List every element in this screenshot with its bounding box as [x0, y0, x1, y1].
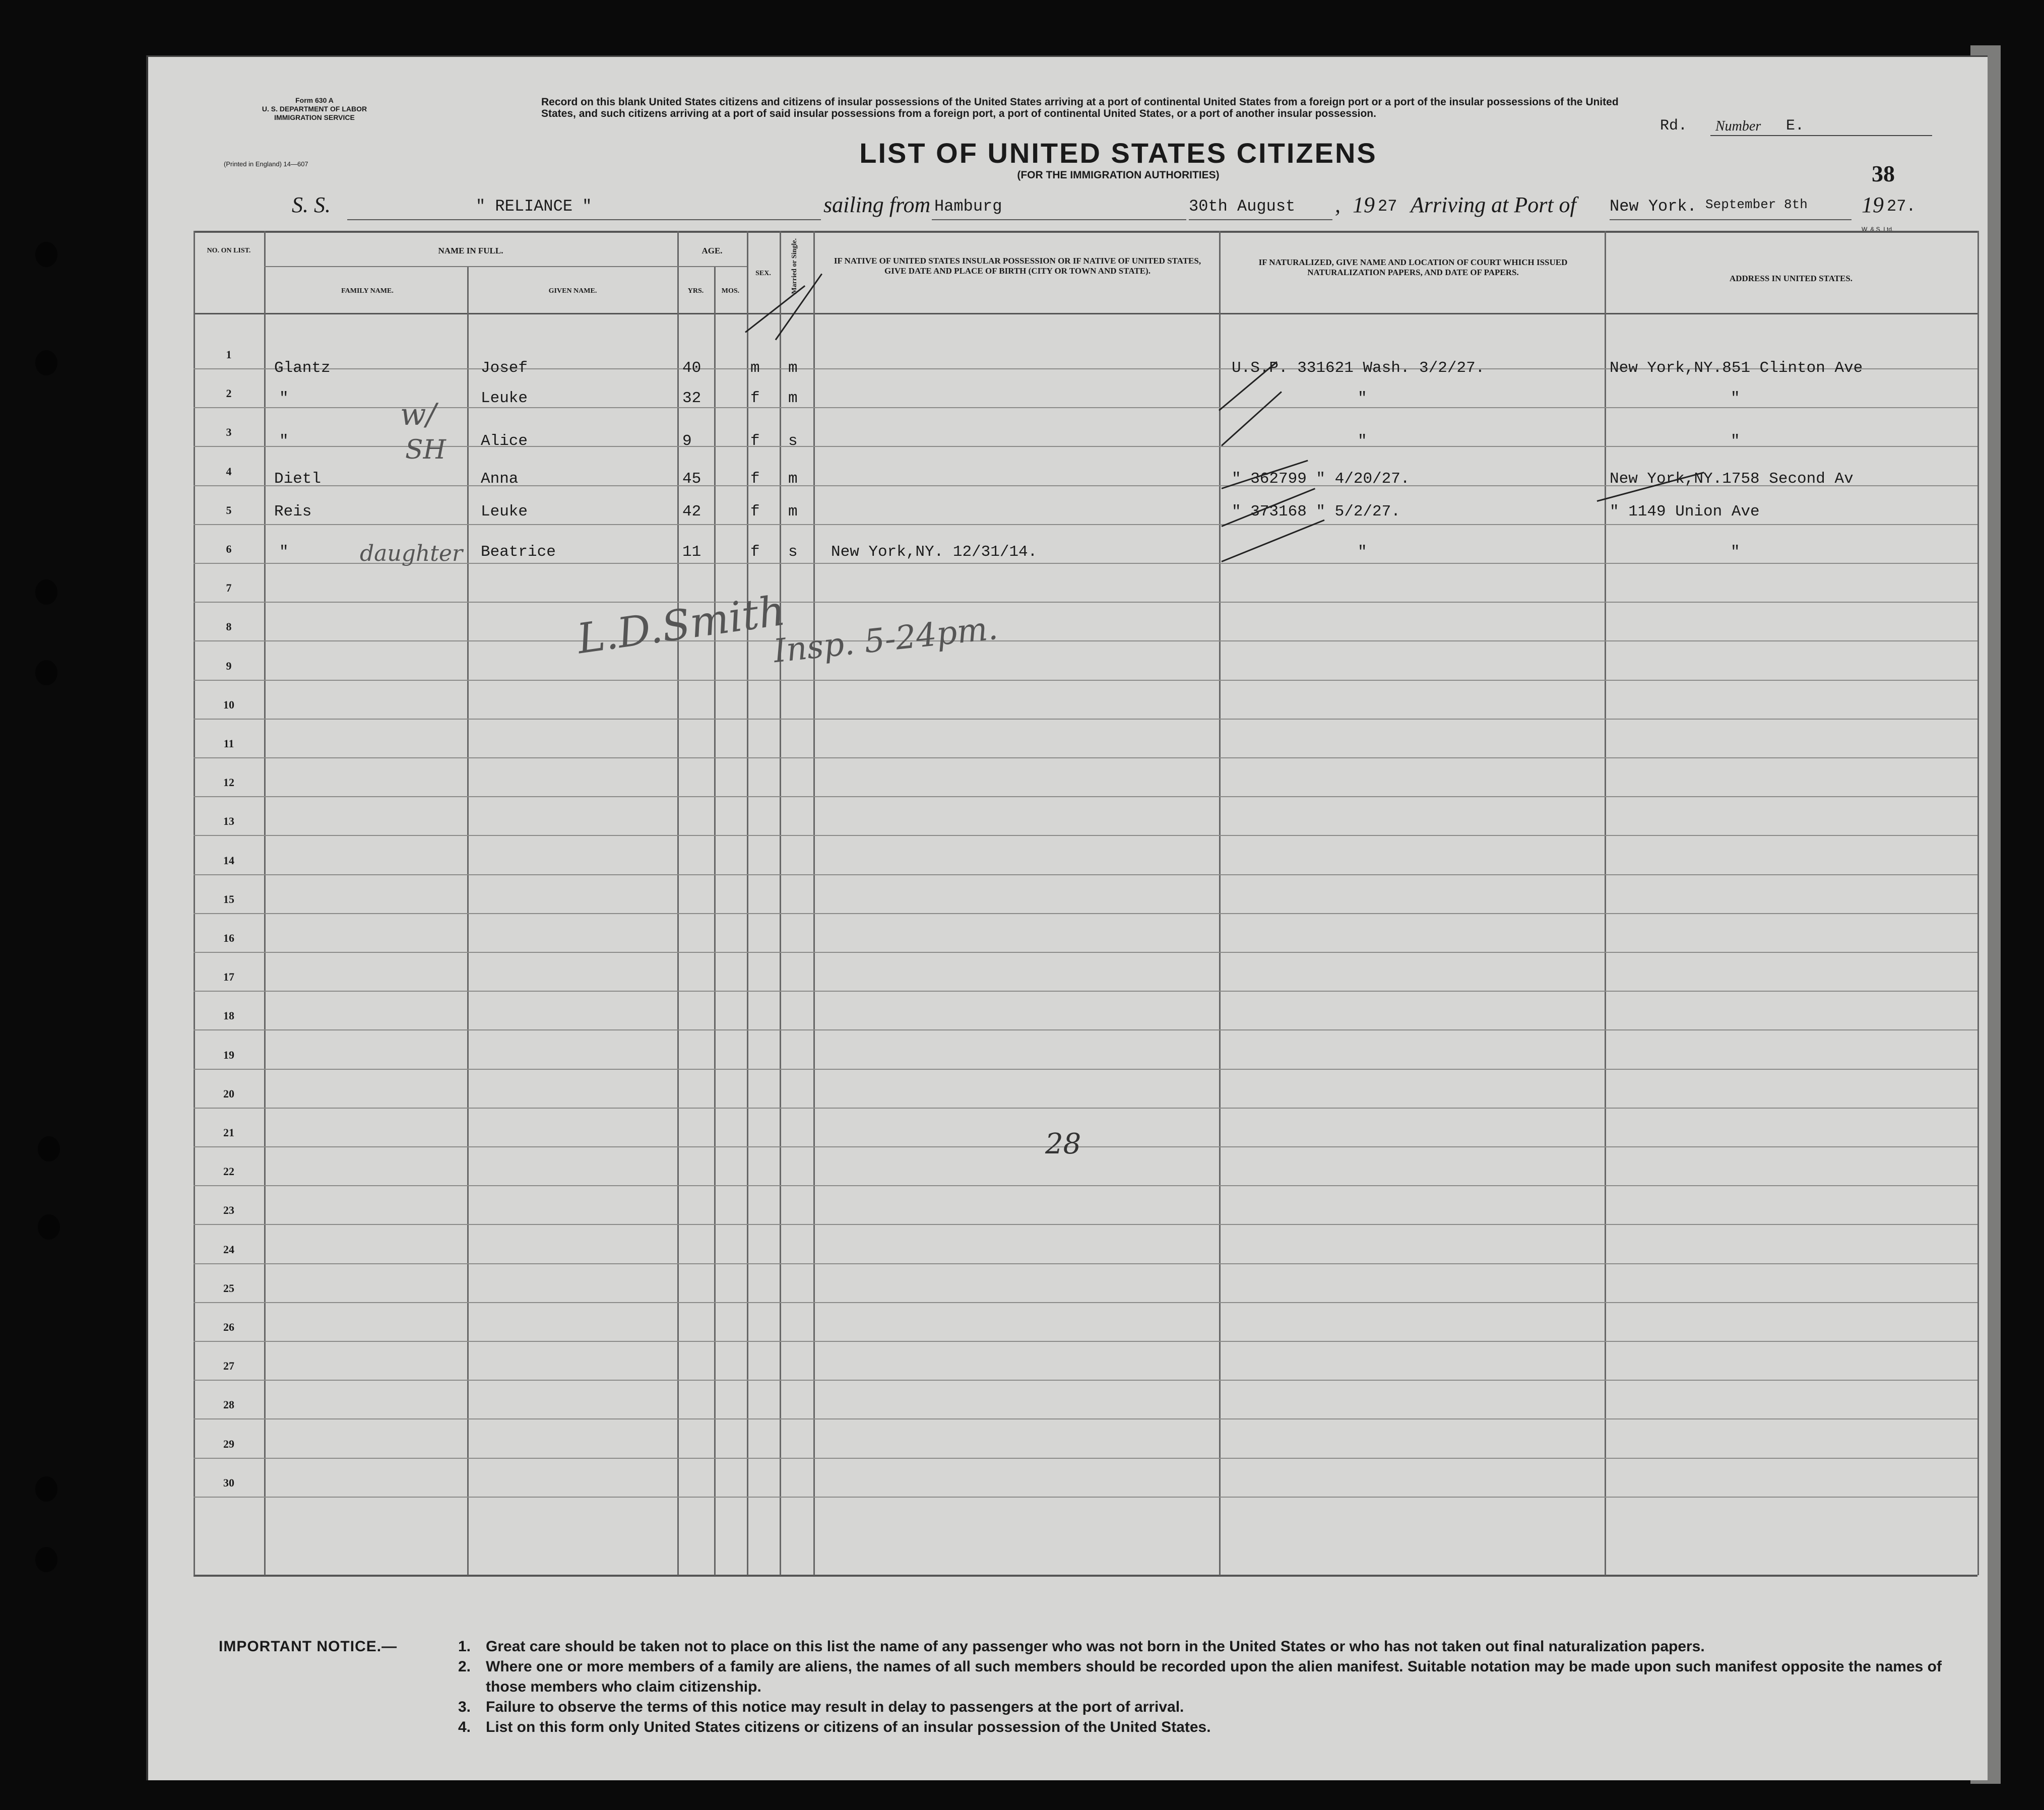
entry-sex: f	[750, 543, 760, 561]
header-yrs: YRS.	[687, 287, 704, 295]
row-rule	[194, 640, 1977, 641]
entry-sex: f	[750, 503, 760, 521]
column-divider	[1605, 231, 1606, 1575]
entry-naturalization: "	[1358, 432, 1367, 450]
arrival-underline	[1610, 219, 1851, 220]
notice-item-number: 4.	[458, 1719, 471, 1735]
handwritten-sh: SH	[405, 435, 446, 465]
entry-address: "	[1731, 543, 1740, 561]
printer-mark: W. & S. Ltd.	[1862, 226, 1894, 233]
row-number: 21	[223, 1126, 234, 1139]
arrival-date: September 8th	[1705, 197, 1808, 212]
entry-age-years: 40	[682, 359, 701, 377]
column-divider	[780, 231, 781, 1575]
row-number: 11	[223, 737, 234, 750]
row-number: 25	[223, 1281, 234, 1295]
row-rule	[194, 602, 1977, 603]
row-number: 9	[226, 659, 232, 672]
binder-hole	[35, 579, 57, 605]
row-number: 16	[223, 932, 234, 944]
date-underline	[1189, 219, 1332, 220]
ship-name: " RELIANCE "	[476, 197, 592, 216]
header-rule	[194, 313, 1977, 314]
notice-item	[458, 1657, 1945, 1697]
row-number: 27	[223, 1360, 234, 1373]
entry-family-name: Reis	[274, 503, 312, 521]
handwritten-wh: w/	[400, 397, 436, 432]
row-number: 4	[226, 465, 232, 478]
binder-hole	[38, 1214, 60, 1240]
row-rule	[194, 524, 1977, 525]
notice-item-number: 3.	[458, 1699, 471, 1715]
row-rule	[194, 1341, 1977, 1342]
entry-naturalization: "	[1358, 543, 1367, 561]
entry-marital-status: s	[788, 543, 798, 561]
entry-address: New York,NY.1758 Second Av	[1610, 470, 1854, 488]
entry-age-years: 11	[682, 543, 701, 561]
row-rule	[194, 1263, 1977, 1264]
entry-family-name: "	[279, 432, 289, 450]
entry-given-name: Anna	[481, 470, 519, 488]
row-rule	[194, 1418, 1977, 1419]
page-stamp: 28	[1045, 1128, 1081, 1160]
number-value: E.	[1786, 117, 1805, 135]
departure-date: 30th August	[1189, 197, 1296, 216]
entry-address: "	[1731, 390, 1740, 407]
entry-naturalization: U.S.P. 331621 Wash. 3/2/27.	[1232, 359, 1485, 377]
year-sailed: 27	[1378, 197, 1397, 216]
column-divider	[714, 266, 716, 1575]
page-subtitle: (FOR THE IMMIGRATION AUTHORITIES)	[1017, 169, 1220, 181]
row-rule	[194, 1069, 1977, 1070]
binder-hole	[35, 1476, 57, 1502]
page-title: LIST OF UNITED STATES CITIZENS	[859, 137, 1377, 169]
printed-note: (Printed in England) 14—607	[224, 160, 308, 168]
header-sex: SEX.	[755, 270, 771, 277]
page-number: 38	[1872, 161, 1895, 186]
row-rule	[194, 1458, 1977, 1459]
entry-family-name: Dietl	[274, 470, 322, 488]
entry-sex: f	[750, 390, 760, 407]
row-rule	[194, 757, 1977, 758]
row-rule	[194, 407, 1977, 408]
row-rule	[194, 1302, 1977, 1303]
entry-given-name: Leuke	[481, 503, 528, 521]
departure-underline	[932, 219, 1186, 220]
entry-sex: f	[750, 470, 760, 488]
notice-item	[458, 1637, 1945, 1657]
binder-hole	[38, 1136, 60, 1161]
number-label: Number	[1715, 118, 1761, 134]
row-rule	[194, 719, 1977, 720]
notice-item-text: Where one or more members of a family are aliens, the names of all such members should be recorded upon the alien manifest. Suitable notation may be made upon such manifest opposite the names of those members who claim citizenship.	[486, 1658, 1942, 1695]
manifest-sheet	[146, 55, 1988, 1780]
row-number: 10	[223, 698, 234, 711]
entry-given-name: Leuke	[481, 390, 528, 407]
row-number: 3	[226, 426, 232, 439]
row-rule	[194, 1029, 1977, 1030]
number-underline	[1710, 135, 1932, 136]
notice-item-number: 1.	[458, 1638, 471, 1655]
entry-family-name: Glantz	[274, 359, 331, 377]
notice-item-number: 2.	[458, 1658, 471, 1675]
notice-items	[458, 1637, 1945, 1737]
header-naturalized: IF NATURALIZED, GIVE NAME AND LOCATION OF COURT WHICH ISSUED NATURALIZATION PAPERS, AND DATE OF PAPERS.	[1258, 257, 1568, 277]
row-number: 6	[226, 543, 232, 555]
entry-marital-status: s	[788, 432, 798, 450]
row-rule	[194, 796, 1977, 797]
arrival-port: New York.	[1610, 197, 1697, 216]
table-top-rule	[194, 231, 1977, 233]
row-number: 30	[223, 1476, 234, 1489]
entry-address: "	[1731, 432, 1740, 450]
departure-port: Hamburg	[934, 197, 1002, 216]
check-mark	[1221, 520, 1324, 562]
notice-item-text: Failure to observe the terms of this notice may result in delay to passengers at the port of arrival.	[486, 1699, 1184, 1715]
header-given-name: GIVEN NAME.	[548, 287, 597, 295]
header-married-single: Married or Single.	[791, 238, 798, 294]
binder-hole	[35, 1547, 57, 1572]
rd-label: Rd.	[1660, 117, 1688, 135]
entry-given-name: Beatrice	[481, 543, 556, 561]
inspection-note: Insp. 5-24pm.	[772, 609, 1000, 671]
column-divider	[813, 231, 815, 1575]
entry-address: " 1149 Union Ave	[1610, 503, 1760, 521]
ss-label: S. S.	[292, 192, 331, 217]
table-bottom-rule	[194, 1575, 1977, 1577]
row-number: 14	[223, 854, 234, 867]
entry-marital-status: m	[788, 503, 798, 521]
row-rule	[194, 991, 1977, 992]
binder-hole	[35, 242, 57, 267]
row-number: 17	[223, 971, 234, 984]
entry-given-name: Alice	[481, 432, 528, 450]
notice-label: IMPORTANT NOTICE.—	[219, 1638, 398, 1655]
column-divider	[467, 266, 469, 1575]
header-family-name: FAMILY NAME.	[341, 287, 394, 295]
entry-given-name: Josef	[481, 359, 528, 377]
handwritten-daughter: daughter	[360, 541, 463, 566]
entry-naturalization: "	[1358, 390, 1367, 407]
year-arrived: 27.	[1887, 197, 1916, 216]
row-rule	[194, 1108, 1977, 1109]
row-rule	[194, 446, 1977, 447]
entry-family-name: "	[279, 543, 289, 561]
binder-hole	[35, 350, 57, 375]
notice-item	[458, 1717, 1945, 1737]
record-instructions: Record on this blank United States citizens and citizens of insular possessions of the United States arriving at a port of continental United States from a foreign port or a port of the insular possessions of the United States, and such citizens arriving at a port of said insular possessions from a foreign port, a port of continental United States, or a port of another insular possession.	[541, 96, 1619, 119]
column-divider	[264, 231, 266, 1575]
year-prefix-2: 19	[1862, 192, 1884, 217]
row-number: 24	[223, 1243, 234, 1256]
form-identifier: Form 630 A U. S. DEPARTMENT OF LABOR IMMIGRATION SERVICE	[262, 96, 367, 121]
column-divider	[677, 231, 679, 1575]
row-number: 1	[226, 348, 232, 361]
year-prefix: 19	[1353, 192, 1375, 217]
entry-age-years: 32	[682, 390, 701, 407]
row-rule	[194, 1146, 1977, 1147]
header-address: ADDRESS IN UNITED STATES.	[1729, 274, 1853, 283]
row-number: 20	[223, 1087, 234, 1100]
header-age: AGE.	[701, 246, 723, 255]
column-divider	[747, 231, 748, 1575]
header-native-birth: IF NATIVE OF UNITED STATES INSULAR POSSESSION OR IF NATIVE OF UNITED STATES, GIVE DATE AND PLACE OF BIRTH (CITY OR TOWN AND STATE).	[834, 256, 1201, 276]
row-rule	[194, 952, 1977, 953]
name-header-rule	[264, 266, 677, 267]
column-divider	[1219, 231, 1221, 1575]
row-number: 22	[223, 1165, 234, 1178]
inspector-signature: L.D.Smith	[574, 587, 788, 664]
row-number: 2	[226, 387, 232, 400]
entry-address: New York,NY.851 Clinton Ave	[1610, 359, 1863, 377]
header-name-in-full: NAME IN FULL.	[438, 246, 503, 255]
comma: ,	[1335, 192, 1340, 217]
header-no-on-list: NO. ON LIST.	[207, 247, 251, 254]
entry-age-years: 9	[682, 432, 692, 450]
arriving-label: Arriving at Port of	[1411, 192, 1576, 217]
row-number: 18	[223, 1009, 234, 1022]
age-header-rule	[677, 266, 747, 267]
row-number: 8	[226, 620, 232, 633]
entry-age-years: 42	[682, 503, 701, 521]
row-rule	[194, 1185, 1977, 1186]
row-number: 26	[223, 1321, 234, 1333]
column-divider	[1977, 231, 1979, 1575]
row-number: 23	[223, 1204, 234, 1217]
header-mos: MOS.	[721, 287, 740, 295]
row-rule	[194, 1497, 1977, 1498]
notice-item-text: Great care should be taken not to place on this list the name of any passenger who was not born in the United States or who has not taken out final naturalization papers.	[486, 1638, 1705, 1655]
entry-family-name: "	[279, 390, 289, 407]
notice-item-text: List on this form only United States citizens or citizens of an insular possession of the United States.	[486, 1719, 1211, 1735]
entry-marital-status: m	[788, 390, 798, 407]
entry-age-years: 45	[682, 470, 701, 488]
row-rule	[194, 913, 1977, 914]
binder-hole	[35, 660, 57, 685]
row-number: 7	[226, 581, 232, 595]
row-number: 5	[226, 503, 232, 516]
entry-naturalization: " 373168 " 5/2/27.	[1232, 503, 1400, 521]
entry-sex: f	[750, 432, 760, 450]
row-rule	[194, 835, 1977, 836]
entry-marital-status: m	[788, 470, 798, 488]
row-number: 28	[223, 1398, 234, 1411]
row-number: 19	[223, 1048, 234, 1061]
row-rule	[194, 1224, 1977, 1225]
row-number: 12	[223, 776, 234, 789]
row-rule	[194, 874, 1977, 875]
entry-marital-status: m	[788, 359, 798, 377]
entry-naturalization: " 362799 " 4/20/27.	[1232, 470, 1410, 488]
row-number: 13	[223, 815, 234, 828]
row-number: 15	[223, 892, 234, 906]
row-number: 29	[223, 1437, 234, 1450]
notice-item	[458, 1697, 1945, 1717]
column-divider	[194, 231, 195, 1575]
row-rule	[194, 1380, 1977, 1381]
ship-underline	[347, 219, 821, 220]
sailing-label: sailing from	[823, 192, 931, 217]
row-rule	[194, 680, 1977, 681]
entry-birth-place: New York,NY. 12/31/14.	[831, 543, 1038, 561]
entry-sex: m	[750, 359, 760, 377]
